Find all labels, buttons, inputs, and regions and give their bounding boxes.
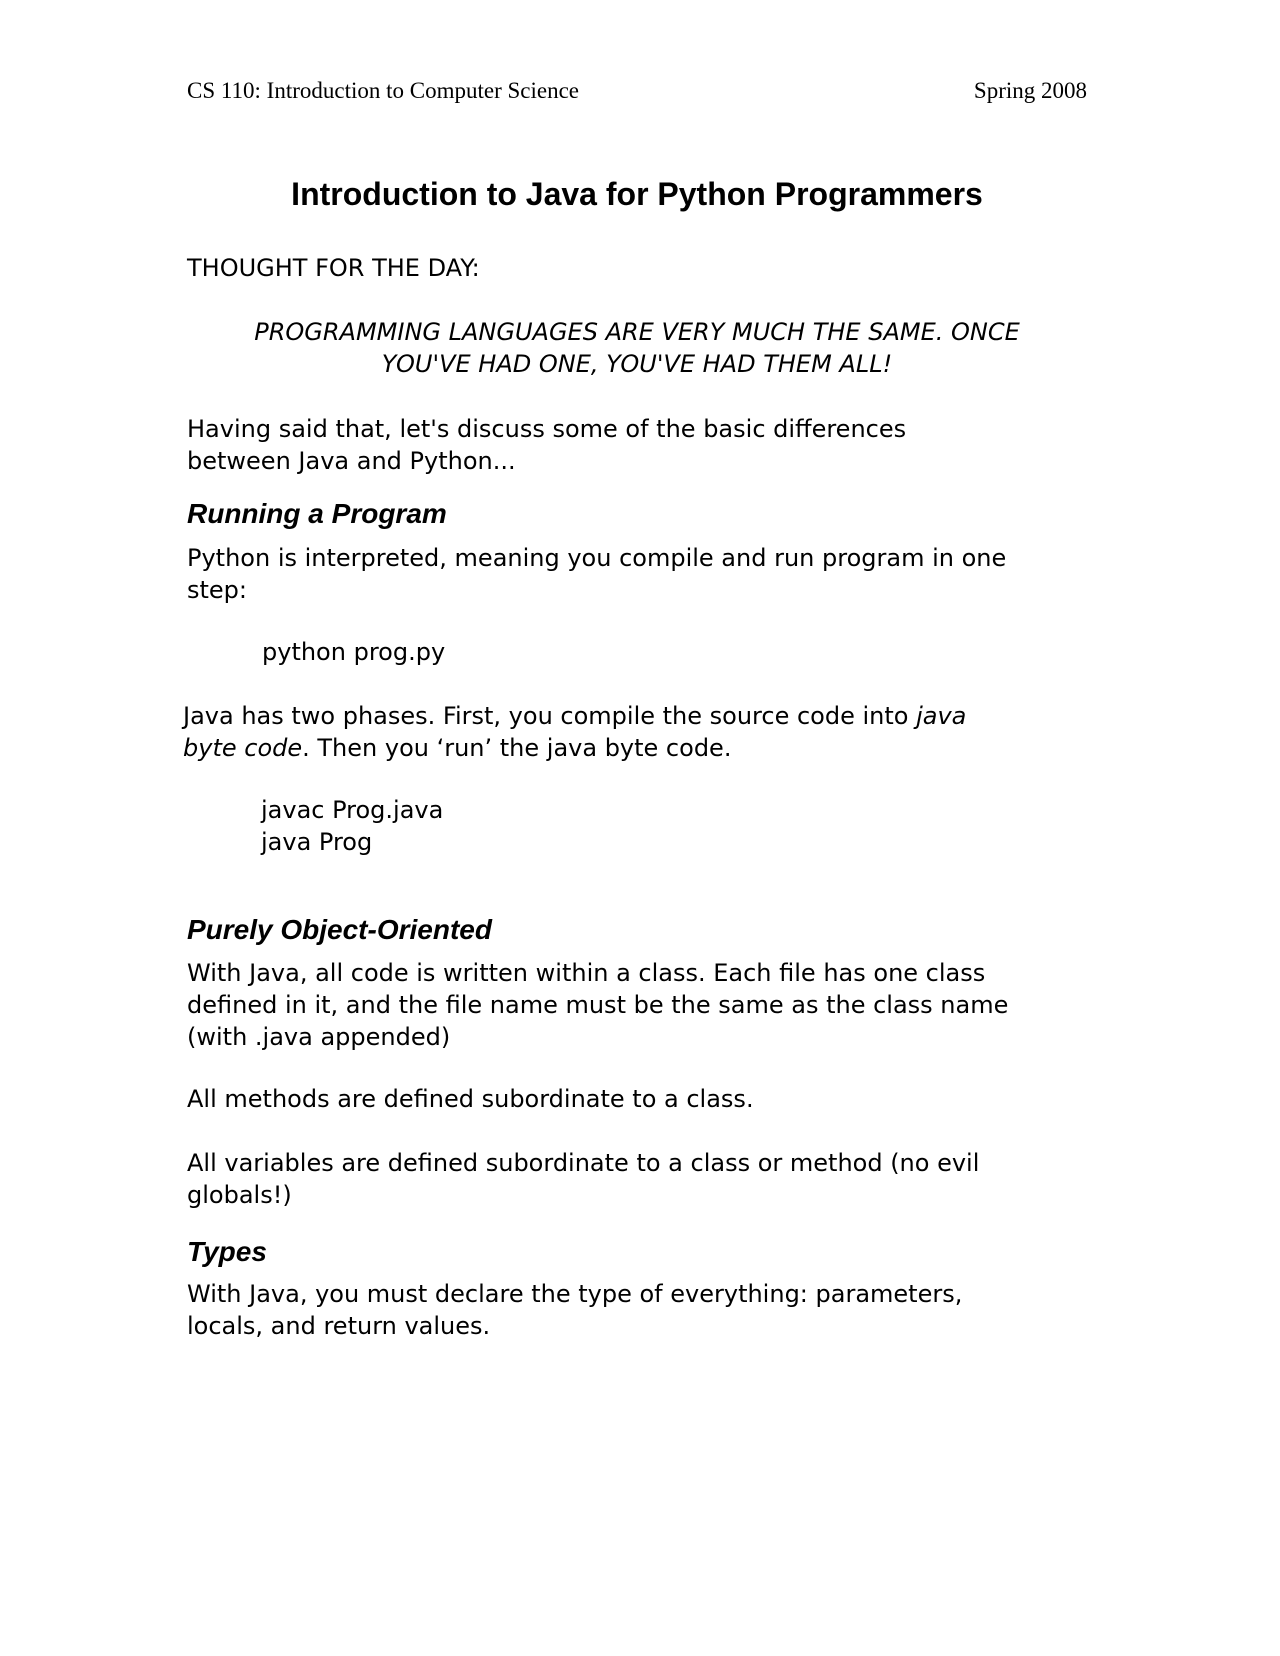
java-line-1 — [183, 700, 1087, 732]
java-text-1: Java has two phases. First, you compile the source code into — [183, 702, 917, 730]
java-paragraph — [183, 700, 1087, 764]
java-line-2 — [183, 732, 1087, 764]
oo-paragraph-1 — [187, 957, 1087, 1053]
oo-paragraph-2: All methods are defined subordinate to a class. — [187, 1085, 754, 1113]
quote-line-1: PROGRAMMING LANGUAGES ARE VERY MUCH THE SAME. ONCE — [254, 318, 1020, 346]
oo-p1-line-1: With Java, all code is written within a class. Each file has one class — [187, 959, 986, 987]
section-heading-types: Types — [187, 1236, 267, 1267]
python-command: python prog.py — [262, 638, 446, 666]
intro-line-2: between Java and Python... — [187, 447, 516, 475]
term-label: Spring 2008 — [973, 78, 1087, 103]
section-heading-oo: Purely Object-Oriented — [187, 914, 492, 945]
thought-quote — [187, 316, 1087, 380]
java-commands — [261, 794, 1161, 858]
document-page — [183, 0, 1087, 1656]
java-text-2: . Then you ‘run’ the java byte code. — [302, 734, 732, 762]
course-name: CS 110: Introduction to Computer Science — [187, 78, 580, 103]
java-emphasis-1: java — [916, 702, 967, 730]
intro-paragraph — [187, 413, 1087, 477]
java-emphasis-2: byte code — [183, 734, 303, 762]
oo-p1-line-2: defined in it, and the file name must be the same as the class name — [187, 991, 1009, 1019]
java-run-command: java Prog — [261, 828, 373, 856]
thought-label: THOUGHT FOR THE DAY: — [187, 254, 480, 282]
types-line-2: locals, and return values. — [187, 1312, 491, 1340]
types-line-1: With Java, you must declare the type of everything: parameters, — [187, 1280, 963, 1308]
oo-p3-line-1: All variables are defined subordinate to a class or method (no evil — [187, 1149, 980, 1177]
oo-paragraph-3 — [187, 1147, 1087, 1211]
javac-command: javac Prog.java — [261, 796, 444, 824]
oo-p3-line-2: globals!) — [187, 1181, 292, 1209]
types-paragraph — [187, 1278, 1087, 1342]
python-paragraph — [187, 542, 1087, 606]
python-line-1: Python is interpreted, meaning you compile and run program in one — [187, 544, 1007, 572]
quote-line-2: YOU'VE HAD ONE, YOU'VE HAD THEM ALL! — [381, 350, 893, 378]
python-line-2: step: — [187, 576, 247, 604]
page-header — [187, 74, 1087, 108]
section-heading-running: Running a Program — [187, 498, 447, 529]
intro-line-1: Having said that, let's discuss some of the basic differences — [187, 415, 907, 443]
document-title: Introduction to Java for Python Programmers — [291, 176, 983, 212]
oo-p1-line-3: (with .java appended) — [187, 1023, 451, 1051]
